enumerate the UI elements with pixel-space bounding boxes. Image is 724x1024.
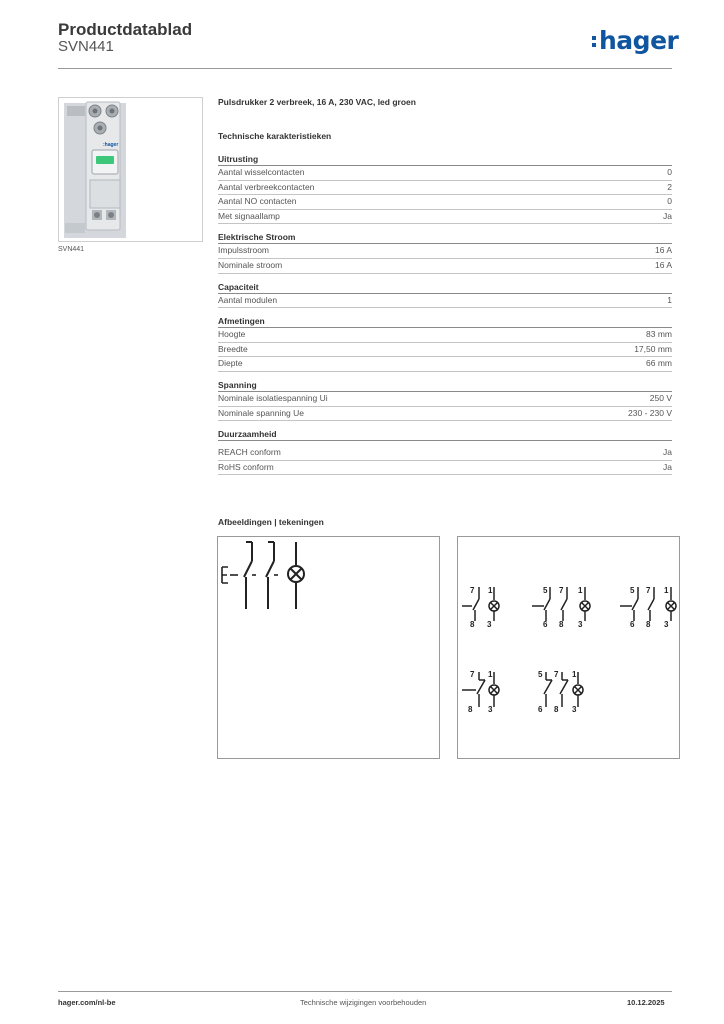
spec-label: REACH conform [218,447,281,458]
section-title: Spanning [218,379,672,392]
terminal-label: 5 [630,586,635,595]
terminal-label: 7 [646,586,651,595]
section-title: Duurzaamheid [218,428,672,441]
spec-row [218,244,672,259]
section-spanning [218,379,672,421]
tech-characteristics-title: Technische karakteristieken [218,131,332,141]
spec-label: Met signaallamp [218,210,280,221]
spec-label: Breedte [218,343,248,354]
push-button-device-image [59,98,202,241]
terminal-label: 8 [468,705,473,714]
terminal-label: 1 [488,670,493,679]
product-code: SVN441 [58,38,114,55]
spec-row [218,195,672,210]
spec-row [218,407,672,422]
terminal-label: 7 [559,586,564,595]
footer-website-link[interactable]: hager.com/nl-be [58,998,116,1007]
spec-row [218,446,672,461]
section-capaciteit [218,281,672,309]
section-title: Elektrische Stroom [218,231,672,244]
spec-row [218,210,672,225]
section-title: Capaciteit [218,281,672,294]
product-title: Pulsdrukker 2 verbreek, 16 A, 230 VAC, led groen [218,97,416,107]
spec-row [218,166,672,181]
svg-text::hager: :hager [103,142,119,148]
spec-value: Ja [663,461,672,472]
terminal-label: 8 [470,620,475,629]
photo-caption: SVN441 [58,246,85,253]
section-elektrische-stroom [218,231,672,273]
terminal-diagrams [457,536,680,759]
spec-label: Aantal NO contacten [218,196,297,207]
terminal-label: 8 [646,620,651,629]
spec-label: Nominale stroom [218,259,283,270]
footer-disclaimer: Technische wijzigingen voorbehouden [300,998,427,1007]
green-led-icon [96,156,114,164]
spec-label: Aantal modulen [218,294,278,305]
spec-row [218,259,672,274]
terminal-label: 5 [543,586,548,595]
section-title: Uitrusting [218,153,672,166]
spec-value: 230 - 230 V [628,407,672,418]
images-title: Afbeeldingen | tekeningen [218,517,324,527]
page-title: Productdatablad [58,20,193,39]
spec-label: Aantal verbreekcontacten [218,181,315,192]
spec-value: Ja [663,210,672,221]
terminal-label: 7 [470,586,475,595]
wiring-symbol [218,537,439,758]
terminal-label: 1 [572,670,577,679]
spec-row [218,294,672,309]
spec-value: 17,50 mm [634,343,672,354]
spec-row [218,392,672,407]
spec-row [218,343,672,358]
terminal-labels [468,586,669,714]
terminal-label: 7 [554,670,559,679]
terminal-label: 3 [488,705,493,714]
section-afmetingen [218,315,672,372]
spec-label: Diepte [218,358,243,369]
terminal-label: 8 [554,705,559,714]
spec-value: 0 [667,167,672,177]
terminal-label: 6 [538,705,543,714]
terminal-label: 3 [578,620,583,629]
terminal-variants [458,537,679,758]
spec-label: Hoogte [218,329,246,340]
section-uitrusting [218,153,672,224]
spec-label: RoHS conform [218,461,274,472]
spec-row [218,181,672,196]
spec-value: 1 [667,294,672,305]
spec-value: 2 [667,181,672,192]
terminal-label: 3 [487,620,492,629]
spec-label: Impulsstroom [218,245,270,256]
terminal-label: 8 [559,620,564,629]
product-photo [58,97,203,242]
section-duurzaamheid [218,428,672,475]
spec-label: Nominale isolatiespanning Ui [218,392,328,403]
terminal-label: 5 [538,670,543,679]
spec-value: 16 A [654,245,672,256]
spec-value: 250 V [649,392,672,403]
terminal-label: 1 [488,586,493,595]
terminal-label: 1 [664,586,669,595]
terminal-label: 1 [578,586,583,595]
spec-value: 16 A [654,259,672,270]
header-divider [58,68,672,69]
section-title: Afmetingen [218,315,672,328]
spec-value: Ja [663,447,672,458]
logo-dots-icon [592,36,596,50]
spec-value: 83 mm [646,329,672,340]
spec-value: 0 [667,196,672,207]
spec-label: Nominale spanning Ue [218,407,304,418]
spec-row [218,461,672,476]
spec-sections [218,153,672,482]
hager-logo: hager [599,26,679,55]
spec-row [218,328,672,343]
footer-divider [58,991,672,992]
terminal-label: 6 [630,620,635,629]
terminal-label: 6 [543,620,548,629]
spec-row [218,357,672,372]
spec-value: 66 mm [646,358,672,369]
terminal-label: 3 [664,620,669,629]
terminal-label: 3 [572,705,577,714]
spec-label: Aantal wisselcontacten [218,167,305,177]
schematic-drawing [217,536,440,759]
terminal-label: 7 [470,670,475,679]
footer-date: 10.12.2025 [627,998,665,1007]
